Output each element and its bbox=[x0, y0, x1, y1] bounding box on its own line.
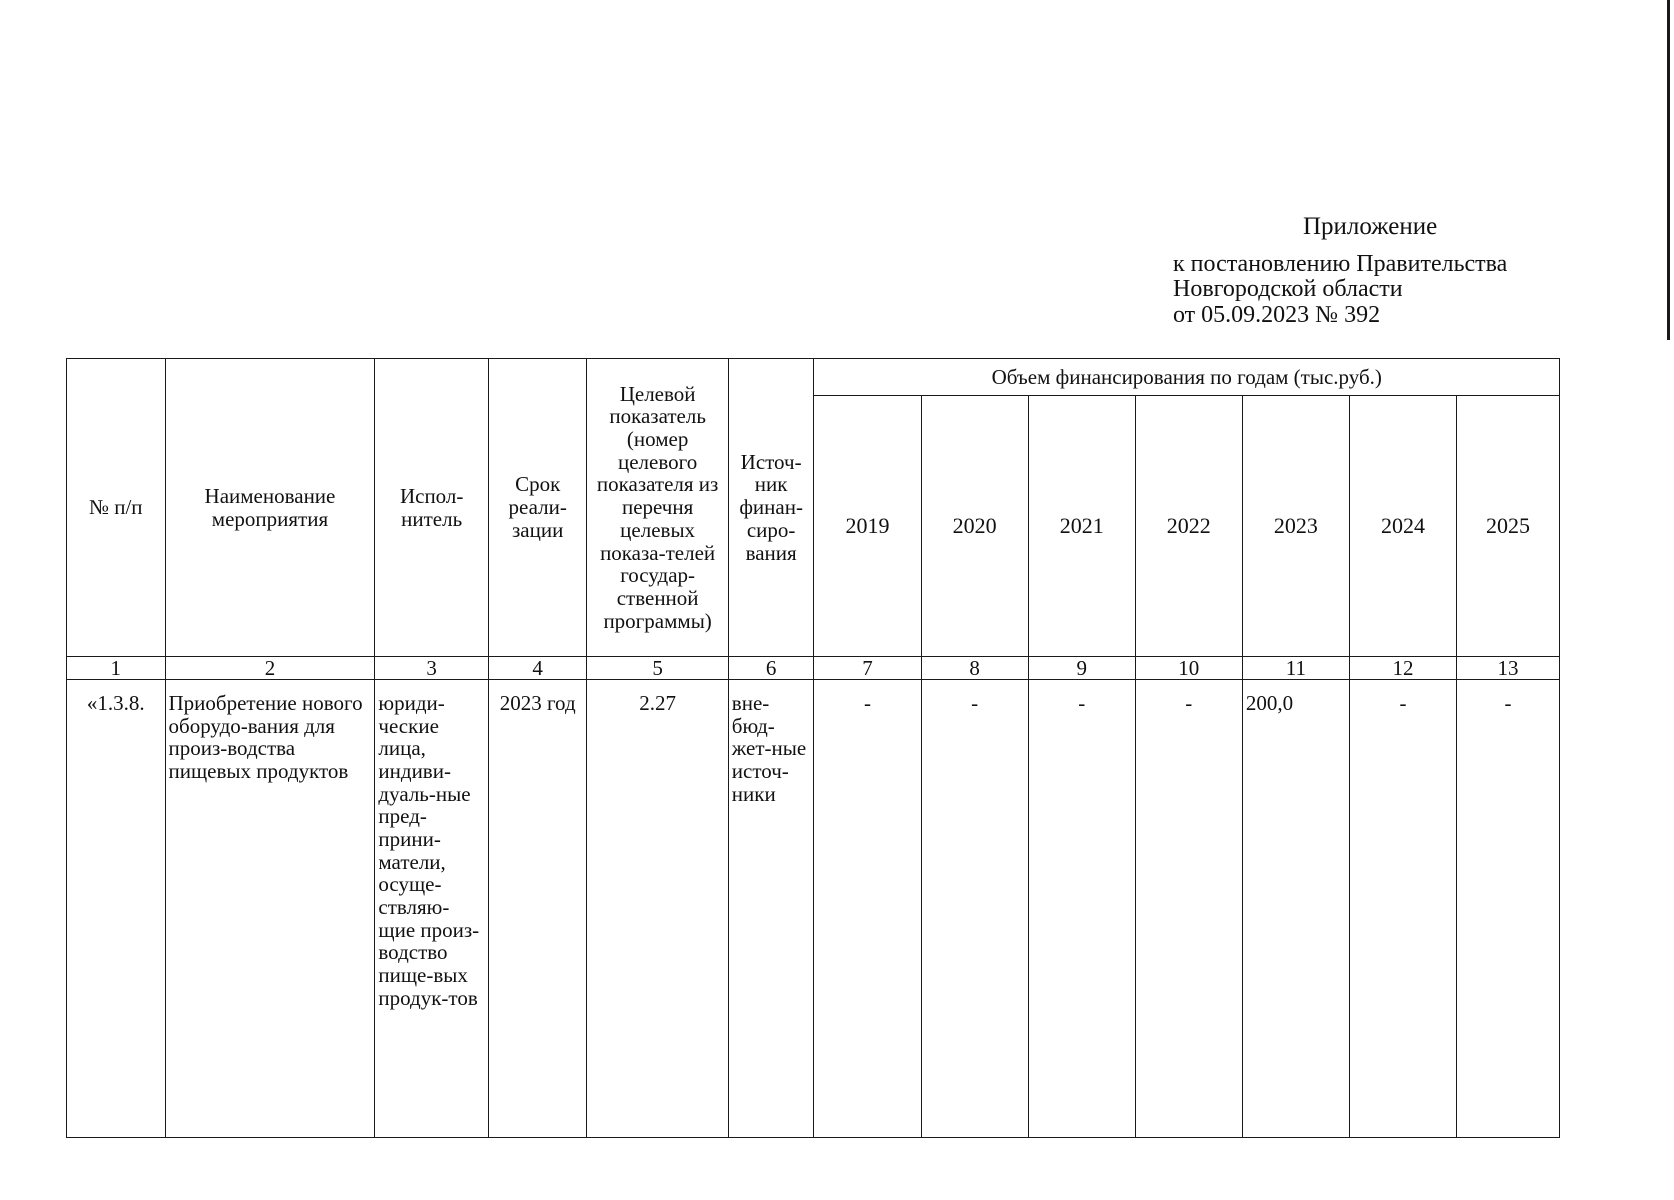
row-target: 2.27 bbox=[587, 680, 728, 1138]
header-source: Источ-ник финан-сиро-вания bbox=[728, 359, 814, 657]
column-number: 9 bbox=[1028, 657, 1135, 680]
column-number: 11 bbox=[1242, 657, 1349, 680]
approval-title: Приложение bbox=[1303, 213, 1438, 240]
row-value-2022: - bbox=[1135, 680, 1242, 1138]
header-year: 2024 bbox=[1349, 396, 1456, 657]
table-row bbox=[67, 680, 1560, 1138]
header-executor: Испол-нитель bbox=[375, 359, 489, 657]
column-number: 6 bbox=[728, 657, 814, 680]
column-number: 8 bbox=[921, 657, 1028, 680]
header-target: Целевой показатель (номер целевого показателя из перечня целевых показа-телей государ-ственной программы) bbox=[587, 359, 728, 657]
column-number: 13 bbox=[1457, 657, 1560, 680]
header-year: 2023 bbox=[1242, 396, 1349, 657]
header-year: 2020 bbox=[921, 396, 1028, 657]
row-term: 2023 год bbox=[488, 680, 587, 1138]
header-year: 2025 bbox=[1457, 396, 1560, 657]
row-num: «1.3.8. bbox=[67, 680, 166, 1138]
row-value-2020: - bbox=[921, 680, 1028, 1138]
approval-line-3: от 05.09.2023 № 392 bbox=[1173, 301, 1381, 328]
row-value-2024: - bbox=[1349, 680, 1456, 1138]
column-number: 2 bbox=[165, 657, 375, 680]
header-num: № п/п bbox=[67, 359, 166, 657]
column-number-row bbox=[67, 657, 1560, 680]
header-year: 2019 bbox=[814, 396, 921, 657]
header-year: 2021 bbox=[1028, 396, 1135, 657]
row-value-2021: - bbox=[1028, 680, 1135, 1138]
approval-block bbox=[1173, 214, 1613, 328]
header-name: Наименование мероприятия bbox=[165, 359, 375, 657]
approval-line-2: Новгородской области bbox=[1173, 276, 1403, 303]
column-number: 7 bbox=[814, 657, 921, 680]
column-number: 4 bbox=[488, 657, 587, 680]
header-funding-group: Объем финансирования по годам (тыс.руб.) bbox=[814, 359, 1560, 396]
header-term: Срок реали-зации bbox=[488, 359, 587, 657]
header-year: 2022 bbox=[1135, 396, 1242, 657]
column-number: 10 bbox=[1135, 657, 1242, 680]
column-number: 5 bbox=[587, 657, 728, 680]
column-number: 1 bbox=[67, 657, 166, 680]
row-source: вне-бюд-жет-ные источ-ники bbox=[728, 680, 814, 1138]
column-number: 12 bbox=[1349, 657, 1456, 680]
column-number: 3 bbox=[375, 657, 489, 680]
row-value-2025: - bbox=[1457, 680, 1560, 1138]
row-value-2019: - bbox=[814, 680, 921, 1138]
header-row-1 bbox=[67, 359, 1560, 396]
row-value-2023: 200,0 bbox=[1242, 680, 1349, 1138]
row-name: Приобретение нового оборудо-вания для произ-водства пищевых продуктов bbox=[165, 680, 375, 1138]
approval-line-1: к постановлению Правительства bbox=[1173, 251, 1508, 278]
row-executor: юриди-ческие лица, индиви-дуаль-ные пред-прини-матели, осуще-ствляю-щие произ-водство пище-вых продук-тов bbox=[375, 680, 489, 1138]
funding-table bbox=[66, 358, 1560, 1138]
scan-edge-line bbox=[1667, 0, 1670, 340]
